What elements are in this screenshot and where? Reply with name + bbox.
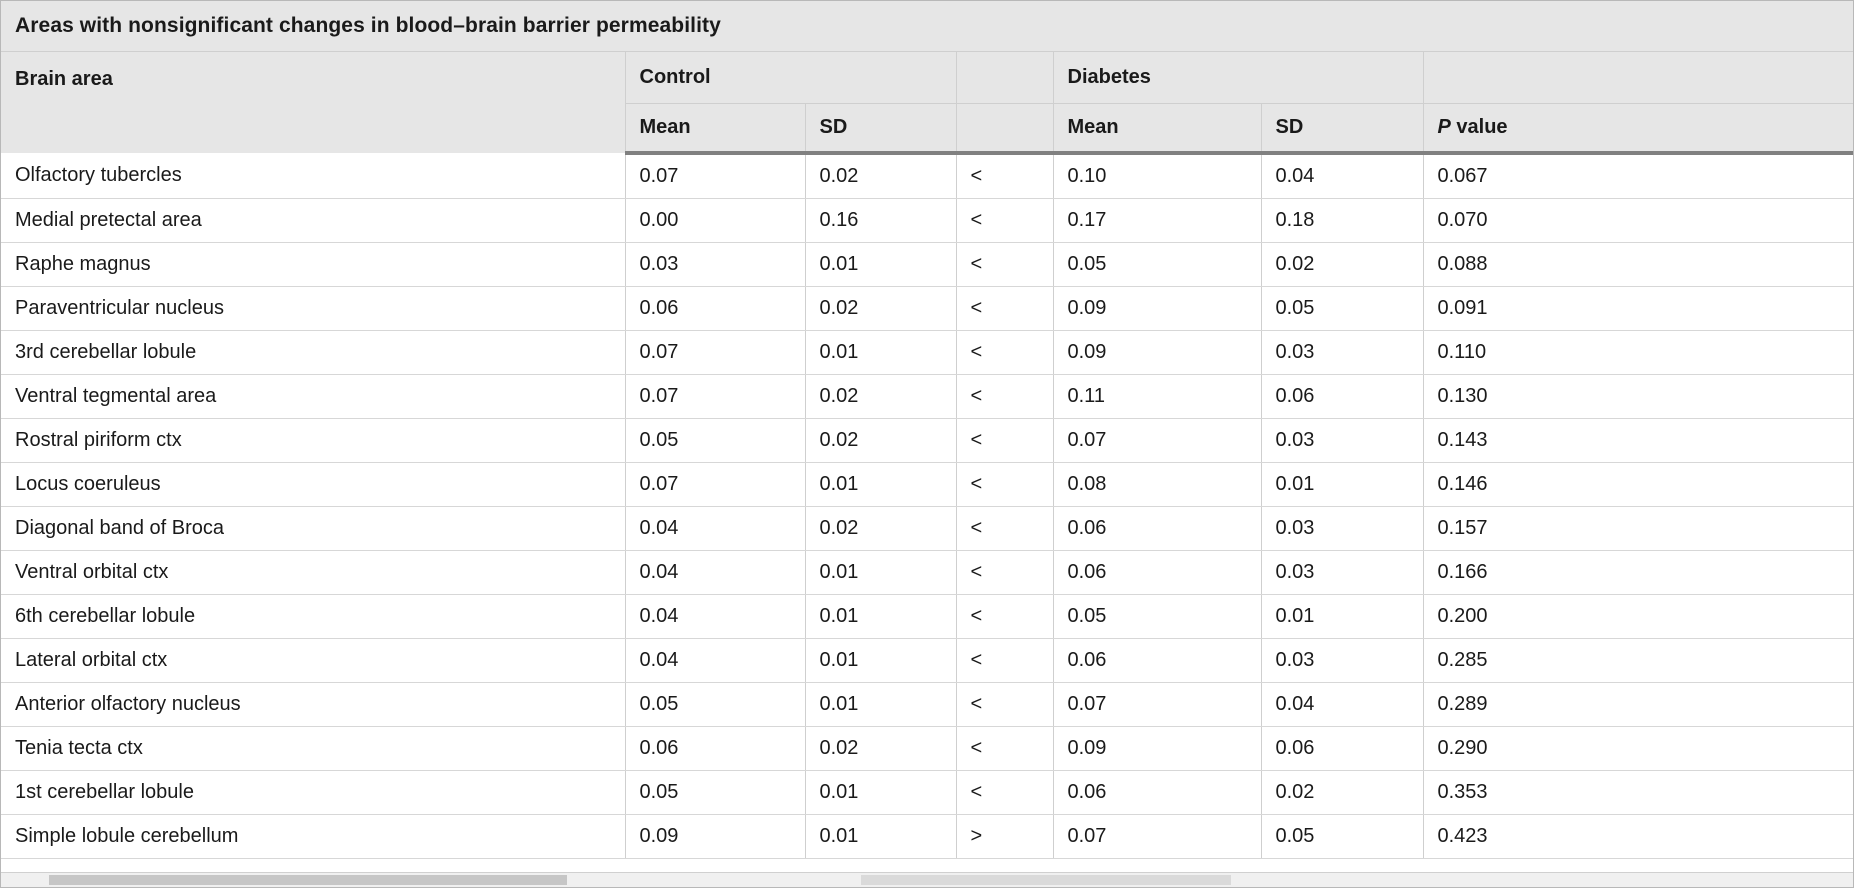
cell-control-sd: 0.01 — [805, 815, 956, 859]
cell-comparison: < — [956, 375, 1053, 419]
cell-diabetes-mean: 0.17 — [1053, 199, 1261, 243]
cell-control-mean: 0.05 — [625, 683, 805, 727]
cell-diabetes-mean: 0.11 — [1053, 375, 1261, 419]
cell-comparison: > — [956, 815, 1053, 859]
table-row — [1, 153, 1854, 199]
cell-control-mean: 0.05 — [625, 771, 805, 815]
table-row — [1, 243, 1854, 287]
cell-control-sd: 0.01 — [805, 551, 956, 595]
table-row — [1, 815, 1854, 859]
table-row — [1, 507, 1854, 551]
column-header-brain-area: Brain area — [1, 52, 625, 154]
cell-control-mean: 0.06 — [625, 287, 805, 331]
cell-p-value: 0.290 — [1423, 727, 1854, 771]
cell-brain-area: Ventral tegmental area — [1, 375, 625, 419]
cell-brain-area: Olfactory tubercles — [1, 153, 625, 199]
cell-diabetes-mean: 0.06 — [1053, 639, 1261, 683]
cell-control-mean: 0.07 — [625, 375, 805, 419]
cell-diabetes-sd: 0.06 — [1261, 375, 1423, 419]
table-row — [1, 331, 1854, 375]
cell-brain-area: Anterior olfactory nucleus — [1, 683, 625, 727]
cell-control-mean: 0.00 — [625, 199, 805, 243]
cell-control-mean: 0.04 — [625, 507, 805, 551]
horizontal-scrollbar[interactable] — [1, 872, 1854, 887]
table-row — [1, 287, 1854, 331]
cell-comparison: < — [956, 595, 1053, 639]
cell-diabetes-sd: 0.04 — [1261, 153, 1423, 199]
cell-control-mean: 0.03 — [625, 243, 805, 287]
cell-diabetes-sd: 0.03 — [1261, 639, 1423, 683]
column-header-control-mean: Mean — [625, 104, 805, 154]
cell-comparison: < — [956, 243, 1053, 287]
cell-comparison: < — [956, 683, 1053, 727]
cell-comparison: < — [956, 199, 1053, 243]
cell-diabetes-mean: 0.09 — [1053, 727, 1261, 771]
cell-comparison: < — [956, 331, 1053, 375]
table-row — [1, 375, 1854, 419]
table-row — [1, 639, 1854, 683]
table-row — [1, 463, 1854, 507]
cell-control-mean: 0.06 — [625, 727, 805, 771]
cell-control-sd: 0.01 — [805, 771, 956, 815]
column-group-header-control: Control — [625, 52, 956, 104]
cell-diabetes-mean: 0.06 — [1053, 507, 1261, 551]
cell-brain-area: 6th cerebellar lobule — [1, 595, 625, 639]
cell-p-value: 0.200 — [1423, 595, 1854, 639]
cell-control-mean: 0.07 — [625, 331, 805, 375]
column-group-header-comparison — [956, 52, 1053, 104]
cell-diabetes-sd: 0.02 — [1261, 243, 1423, 287]
cell-brain-area: Simple lobule cerebellum — [1, 815, 625, 859]
table-row — [1, 771, 1854, 815]
cell-diabetes-mean: 0.07 — [1053, 683, 1261, 727]
cell-p-value: 0.130 — [1423, 375, 1854, 419]
cell-brain-area: Diagonal band of Broca — [1, 507, 625, 551]
cell-p-value: 0.423 — [1423, 815, 1854, 859]
cell-comparison: < — [956, 727, 1053, 771]
cell-diabetes-sd: 0.01 — [1261, 463, 1423, 507]
cell-brain-area: Paraventricular nucleus — [1, 287, 625, 331]
table-row — [1, 199, 1854, 243]
cell-control-sd: 0.02 — [805, 419, 956, 463]
cell-p-value: 0.285 — [1423, 639, 1854, 683]
cell-control-mean: 0.07 — [625, 153, 805, 199]
cell-control-sd: 0.01 — [805, 463, 956, 507]
cell-p-value: 0.289 — [1423, 683, 1854, 727]
cell-p-value: 0.067 — [1423, 153, 1854, 199]
cell-p-value: 0.143 — [1423, 419, 1854, 463]
table-caption-row — [1, 1, 1854, 52]
scrollbar-thumb[interactable] — [49, 875, 567, 885]
cell-comparison: < — [956, 639, 1053, 683]
table-head — [1, 1, 1854, 153]
cell-p-value: 0.091 — [1423, 287, 1854, 331]
cell-diabetes-mean: 0.05 — [1053, 595, 1261, 639]
cell-brain-area: Medial pretectal area — [1, 199, 625, 243]
cell-diabetes-mean: 0.06 — [1053, 771, 1261, 815]
cell-control-mean: 0.07 — [625, 463, 805, 507]
cell-control-mean: 0.04 — [625, 551, 805, 595]
column-group-header-pvalue-spacer — [1423, 52, 1854, 104]
column-header-diabetes-sd: SD — [1261, 104, 1423, 154]
column-header-comparison — [956, 104, 1053, 154]
column-header-p-value — [1423, 104, 1854, 154]
data-table — [1, 1, 1854, 859]
table-scroll-area[interactable] — [1, 1, 1854, 881]
cell-diabetes-sd: 0.03 — [1261, 331, 1423, 375]
cell-brain-area: Tenia tecta ctx — [1, 727, 625, 771]
cell-p-value: 0.353 — [1423, 771, 1854, 815]
scrollbar-thumb-secondary[interactable] — [861, 875, 1231, 885]
column-group-header-diabetes: Diabetes — [1053, 52, 1423, 104]
cell-comparison: < — [956, 153, 1053, 199]
cell-comparison: < — [956, 507, 1053, 551]
cell-diabetes-sd: 0.05 — [1261, 815, 1423, 859]
cell-control-mean: 0.09 — [625, 815, 805, 859]
cell-diabetes-sd: 0.05 — [1261, 287, 1423, 331]
cell-diabetes-sd: 0.03 — [1261, 419, 1423, 463]
cell-diabetes-sd: 0.04 — [1261, 683, 1423, 727]
cell-diabetes-sd: 0.18 — [1261, 199, 1423, 243]
header-group-row — [1, 52, 1854, 104]
cell-control-sd: 0.01 — [805, 243, 956, 287]
cell-brain-area: Locus coeruleus — [1, 463, 625, 507]
cell-brain-area: Rostral piriform ctx — [1, 419, 625, 463]
cell-diabetes-mean: 0.07 — [1053, 419, 1261, 463]
table-row — [1, 551, 1854, 595]
cell-control-sd: 0.01 — [805, 595, 956, 639]
table-row — [1, 419, 1854, 463]
cell-control-sd: 0.01 — [805, 683, 956, 727]
cell-control-mean: 0.04 — [625, 595, 805, 639]
cell-diabetes-sd: 0.01 — [1261, 595, 1423, 639]
cell-p-value: 0.146 — [1423, 463, 1854, 507]
cell-brain-area: Ventral orbital ctx — [1, 551, 625, 595]
cell-control-sd: 0.02 — [805, 727, 956, 771]
cell-diabetes-mean: 0.09 — [1053, 287, 1261, 331]
cell-diabetes-sd: 0.06 — [1261, 727, 1423, 771]
cell-control-sd: 0.02 — [805, 153, 956, 199]
p-italic: P — [1437, 116, 1451, 138]
cell-diabetes-sd: 0.02 — [1261, 771, 1423, 815]
cell-p-value: 0.088 — [1423, 243, 1854, 287]
cell-diabetes-sd: 0.03 — [1261, 507, 1423, 551]
cell-control-sd: 0.16 — [805, 199, 956, 243]
cell-p-value: 0.110 — [1423, 331, 1854, 375]
column-header-diabetes-mean: Mean — [1053, 104, 1261, 154]
cell-diabetes-mean: 0.07 — [1053, 815, 1261, 859]
cell-diabetes-mean: 0.06 — [1053, 551, 1261, 595]
cell-control-sd: 0.02 — [805, 507, 956, 551]
cell-control-mean: 0.05 — [625, 419, 805, 463]
cell-diabetes-mean: 0.05 — [1053, 243, 1261, 287]
cell-brain-area: Raphe magnus — [1, 243, 625, 287]
cell-diabetes-mean: 0.08 — [1053, 463, 1261, 507]
table-row — [1, 683, 1854, 727]
cell-p-value: 0.166 — [1423, 551, 1854, 595]
cell-brain-area: 3rd cerebellar lobule — [1, 331, 625, 375]
cell-p-value: 0.157 — [1423, 507, 1854, 551]
p-value-suffix: value — [1450, 116, 1508, 138]
table-body — [1, 153, 1854, 859]
cell-control-sd: 0.01 — [805, 331, 956, 375]
cell-comparison: < — [956, 287, 1053, 331]
table-caption: Areas with nonsignificant changes in blood–brain barrier permeability — [1, 1, 1854, 52]
cell-control-mean: 0.04 — [625, 639, 805, 683]
cell-control-sd: 0.02 — [805, 375, 956, 419]
cell-diabetes-mean: 0.09 — [1053, 331, 1261, 375]
cell-diabetes-sd: 0.03 — [1261, 551, 1423, 595]
cell-diabetes-mean: 0.10 — [1053, 153, 1261, 199]
table-row — [1, 595, 1854, 639]
cell-comparison: < — [956, 551, 1053, 595]
cell-control-sd: 0.02 — [805, 287, 956, 331]
cell-control-sd: 0.01 — [805, 639, 956, 683]
cell-comparison: < — [956, 419, 1053, 463]
cell-comparison: < — [956, 771, 1053, 815]
cell-p-value: 0.070 — [1423, 199, 1854, 243]
column-header-control-sd: SD — [805, 104, 956, 154]
cell-brain-area: Lateral orbital ctx — [1, 639, 625, 683]
cell-comparison: < — [956, 463, 1053, 507]
table-row — [1, 727, 1854, 771]
cell-brain-area: 1st cerebellar lobule — [1, 771, 625, 815]
